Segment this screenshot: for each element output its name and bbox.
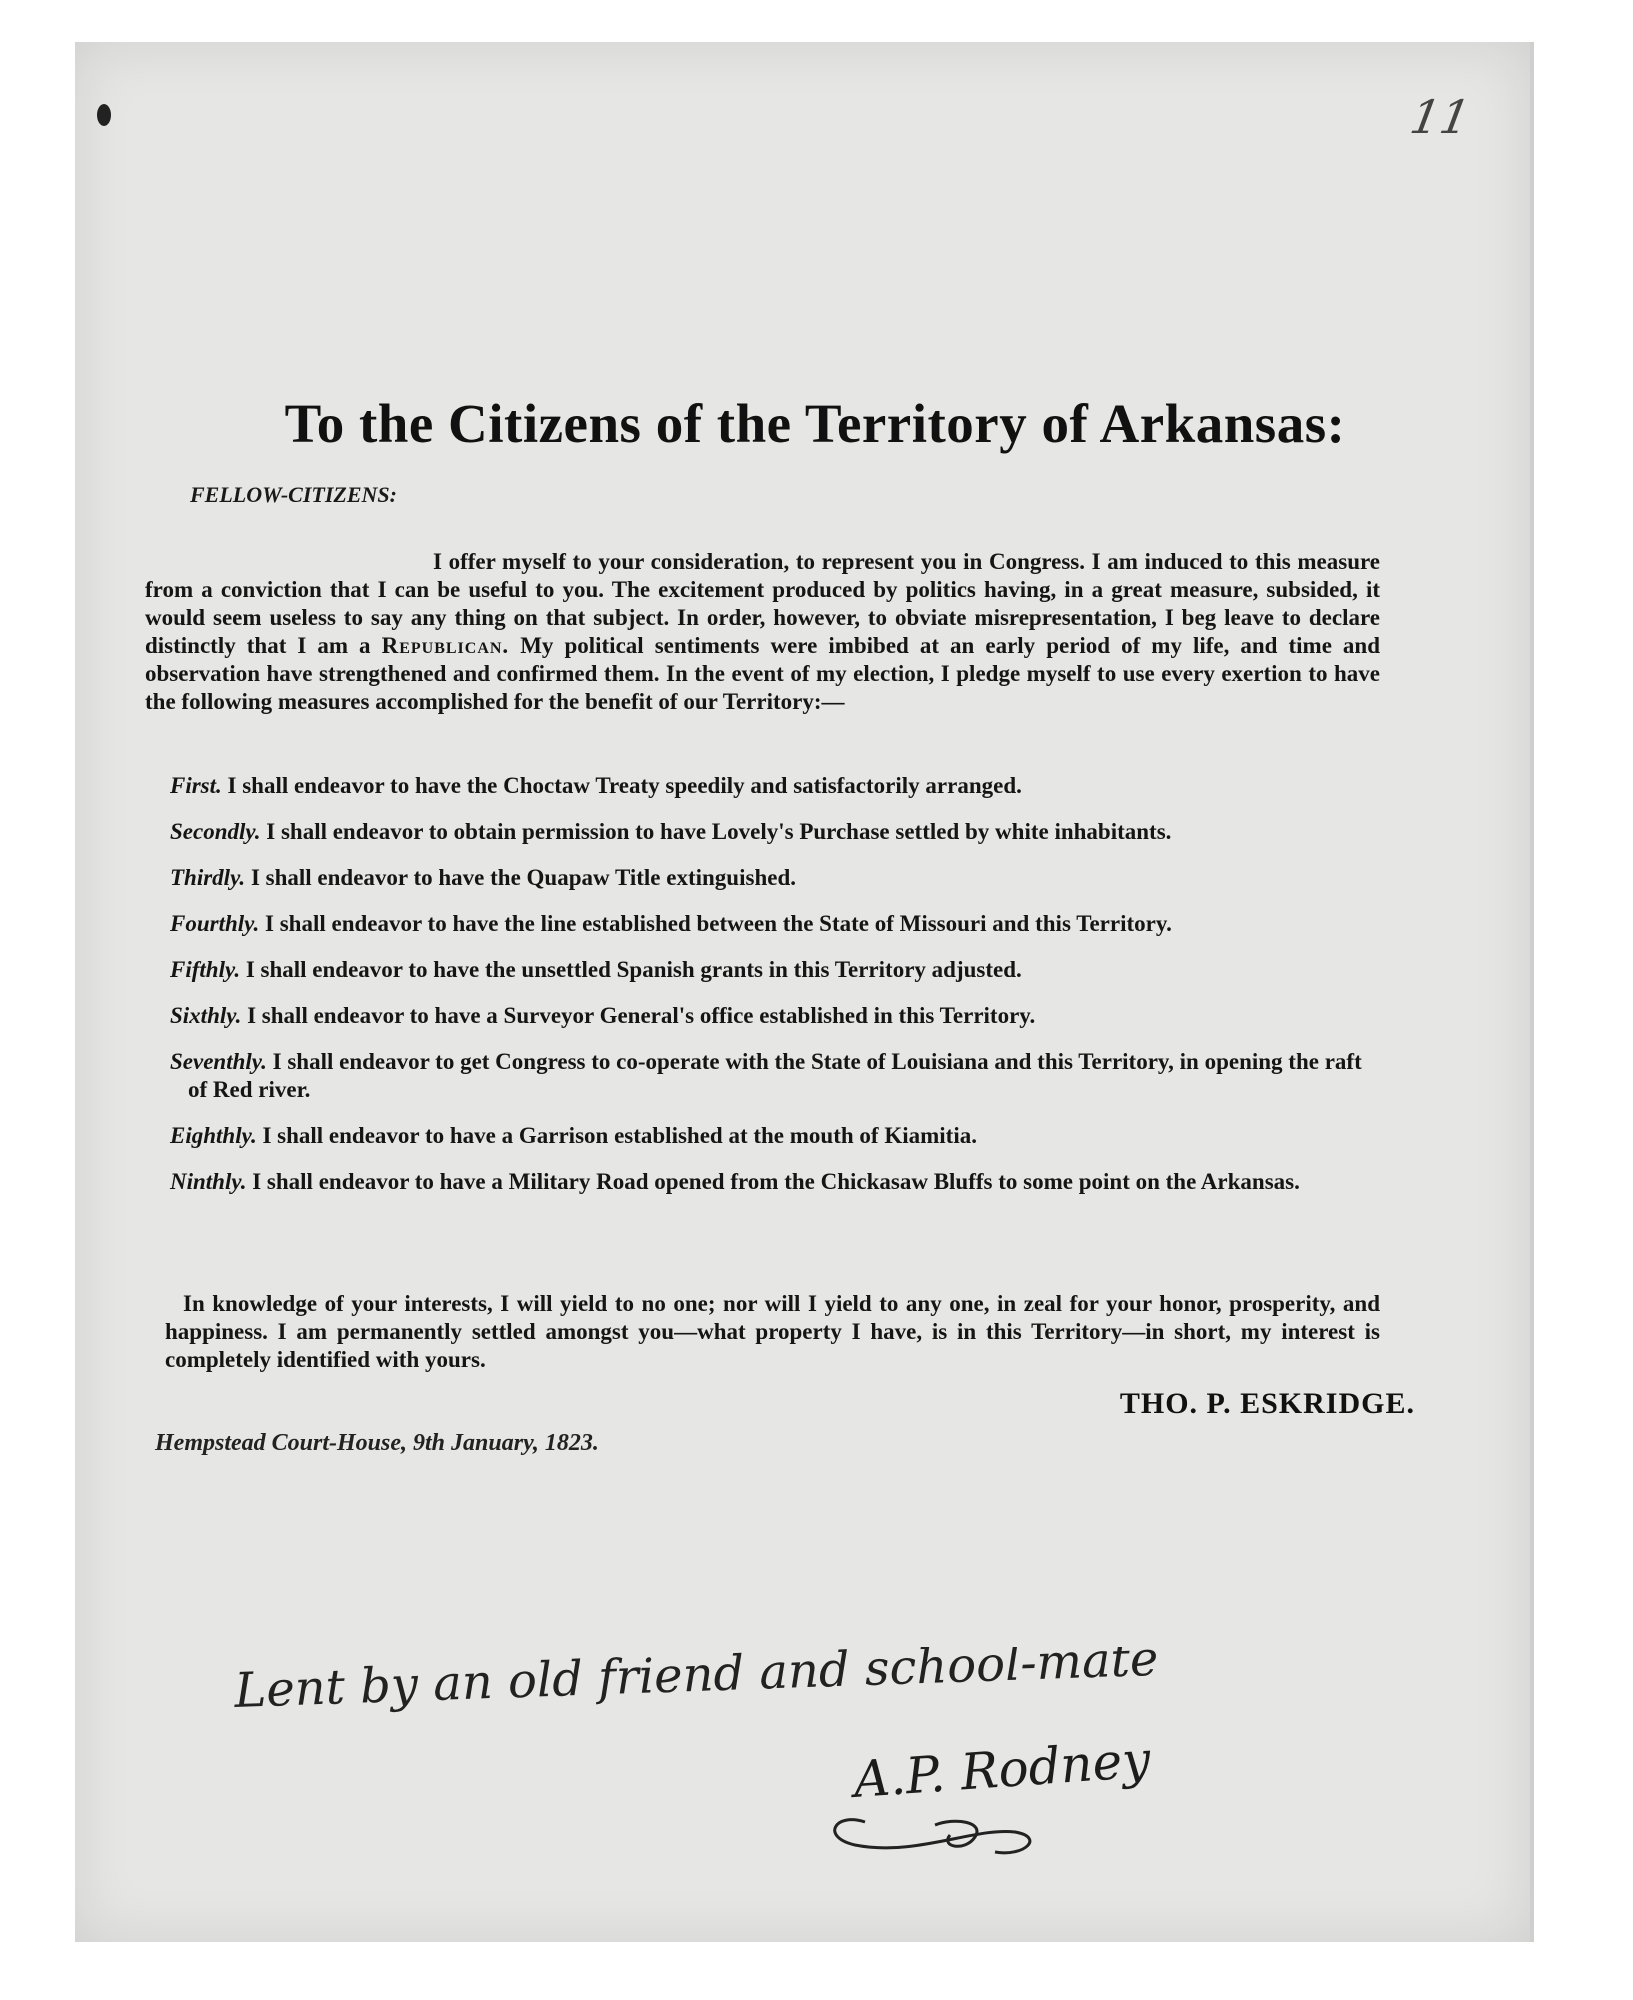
measure-ordinal: Sixthly. bbox=[170, 1003, 242, 1028]
intro-text-after: My political sentiments were imbibed at an early period of my life, and time and observation have strengthened and confirmed them. In the event of my election, I pledge myself to use every exertion to have the following measures accomplished for the benefit of our Territory:— bbox=[145, 633, 1381, 714]
measure-ordinal: First. bbox=[170, 773, 222, 798]
measure-ordinal: Eighthly. bbox=[170, 1123, 257, 1148]
list-item bbox=[170, 1168, 1385, 1196]
measure-text: I shall endeavor to have the Quapaw Title extinguished. bbox=[250, 865, 796, 890]
list-item bbox=[170, 1002, 1385, 1030]
measure-text: I shall endeavor to get Congress to co-operate with the State of Louisiana and this Territory, in opening the raft of Red river. bbox=[188, 1049, 1362, 1102]
measure-ordinal: Fourthly. bbox=[170, 911, 260, 936]
measure-text: I shall endeavor to have a Garrison established at the mouth of Kiamitia. bbox=[262, 1123, 977, 1148]
handwriting-svg bbox=[215, 1647, 1315, 1887]
measure-ordinal: Ninthly. bbox=[170, 1169, 247, 1194]
handwritten-signature: A.P. Rodney bbox=[851, 1730, 1153, 1809]
intro-text-before: I offer myself to your consideration, to represent you in Congress. I am induced to this measure from a conviction that I can be useful to you. The excitement produced by politics having, in a great measure, subsided, it would seem useless to say any thing on that subject. In order, however, to obviate misrepresentation, I beg leave to declare distinctly that I am a bbox=[145, 549, 1380, 658]
printed-signature: THO. P. ESKRIDGE. bbox=[1119, 1387, 1415, 1420]
handwritten-inscription bbox=[215, 1647, 1315, 1887]
measures-list bbox=[170, 772, 1385, 1214]
page-title: To the Citizens of the Territory of Arkansas: bbox=[284, 393, 1346, 454]
ink-spot bbox=[97, 104, 111, 126]
measure-text: I shall endeavor to have the Choctaw Treaty speedily and satisfactorily arranged. bbox=[227, 773, 1022, 798]
handwritten-note: Lent by an old friend and school-mate bbox=[233, 1647, 1160, 1719]
measure-text: I shall endeavor to obtain permission to have Lovely's Purchase settled by white inhabitants. bbox=[266, 819, 1172, 844]
measure-text: I shall endeavor to have a Surveyor General's office established in this Territory. bbox=[247, 1003, 1036, 1028]
list-item bbox=[170, 1122, 1385, 1150]
list-item bbox=[170, 956, 1385, 984]
salutation: FELLOW-CITIZENS: bbox=[190, 482, 397, 507]
measure-ordinal: Seventhly. bbox=[170, 1049, 267, 1074]
dateline: Hempstead Court-House, 9th January, 1823. bbox=[155, 1430, 599, 1456]
signature-flourish bbox=[835, 1820, 1030, 1853]
document-sheet bbox=[75, 42, 1534, 1942]
measure-ordinal: Secondly. bbox=[170, 819, 261, 844]
closing-paragraph: In knowledge of your interests, I will yield to no one; nor will I yield to any one, in zeal for your honor, prosperity, and happiness. I am permanently settled amongst you—what property I have, is in this Territory—in short, my interest is completely identified with yours. bbox=[165, 1291, 1380, 1372]
list-item bbox=[170, 864, 1385, 892]
measure-ordinal: Fifthly. bbox=[170, 957, 241, 982]
measure-text: I shall endeavor to have the line established between the State of Missouri and this Territory. bbox=[265, 911, 1172, 936]
archive-number: 11 bbox=[1406, 90, 1475, 144]
measure-text: I shall endeavor to have a Military Road opened from the Chickasaw Bluffs to some point on the Arkansas. bbox=[252, 1169, 1300, 1194]
list-item bbox=[170, 1048, 1385, 1104]
measure-ordinal: Thirdly. bbox=[170, 865, 246, 890]
list-item bbox=[170, 772, 1385, 800]
list-item bbox=[170, 910, 1385, 938]
intro-emphasis: Republican. bbox=[381, 633, 510, 658]
list-item bbox=[170, 818, 1385, 846]
measure-text: I shall endeavor to have the unsettled Spanish grants in this Territory adjusted. bbox=[245, 957, 1022, 982]
intro-paragraph bbox=[145, 548, 1380, 716]
